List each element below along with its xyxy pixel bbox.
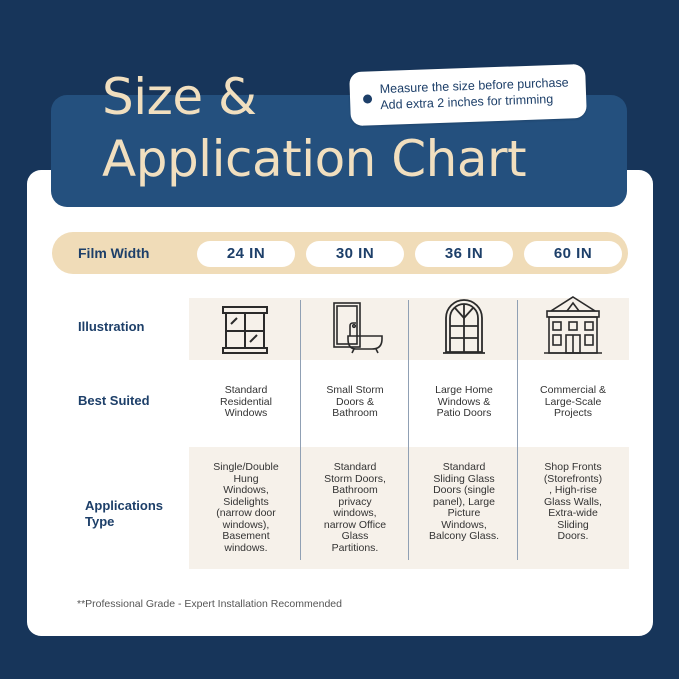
best-suited-cell: Small Storm Doors & Bathroom xyxy=(326,384,384,419)
title-line-2: Application Chart xyxy=(102,130,527,188)
row-label-illustration: Illustration xyxy=(78,319,145,334)
best-suited-cell: Commercial & Large-Scale Projects xyxy=(540,384,606,419)
column-divider xyxy=(300,300,301,560)
width-pill-30: 30 IN xyxy=(306,241,404,267)
row-label-best-suited: Best Suited xyxy=(78,393,150,408)
width-pill-24: 24 IN xyxy=(197,241,295,267)
width-pill-60: 60 IN xyxy=(524,241,622,267)
applications-cell: Standard Storm Doors, Bathroom privacy windows, narrow Office Glass Partitions. xyxy=(323,461,387,554)
note-line-2: Add extra 2 inches for trimming xyxy=(380,92,554,113)
film-width-bar xyxy=(52,232,628,274)
title-line-1: Size & xyxy=(102,68,257,126)
applications-cell: Single/Double Hung Windows, Sidelights (narrow door windows), Basement windows. xyxy=(213,461,279,554)
measure-note xyxy=(349,64,587,126)
arched-window-icon xyxy=(442,296,486,356)
note-line-1: Measure the size before purchase xyxy=(379,75,569,97)
width-pill-36: 36 IN xyxy=(415,241,513,267)
column-divider xyxy=(408,300,409,560)
bullet-icon xyxy=(363,94,372,103)
film-width-label: Film Width xyxy=(78,245,150,261)
footer-disclaimer: **Professional Grade - Expert Installation Recommended xyxy=(77,598,342,610)
best-suited-cell: Standard Residential Windows xyxy=(220,384,272,419)
row-label-applications: Applications Type xyxy=(85,498,164,529)
door-bathtub-icon xyxy=(328,300,384,356)
column-divider xyxy=(517,300,518,560)
applications-cell: Shop Fronts (Storefronts) , High-rise Glass Walls, Extra-wide Sliding Doors. xyxy=(543,461,603,542)
window-icon xyxy=(219,304,271,356)
storefront-building-icon xyxy=(541,295,605,357)
applications-cell: Standard Sliding Glass Doors (single panel), Large Picture Windows, Balcony Glass. xyxy=(428,461,500,542)
best-suited-cell: Large Home Windows & Patio Doors xyxy=(435,384,493,419)
